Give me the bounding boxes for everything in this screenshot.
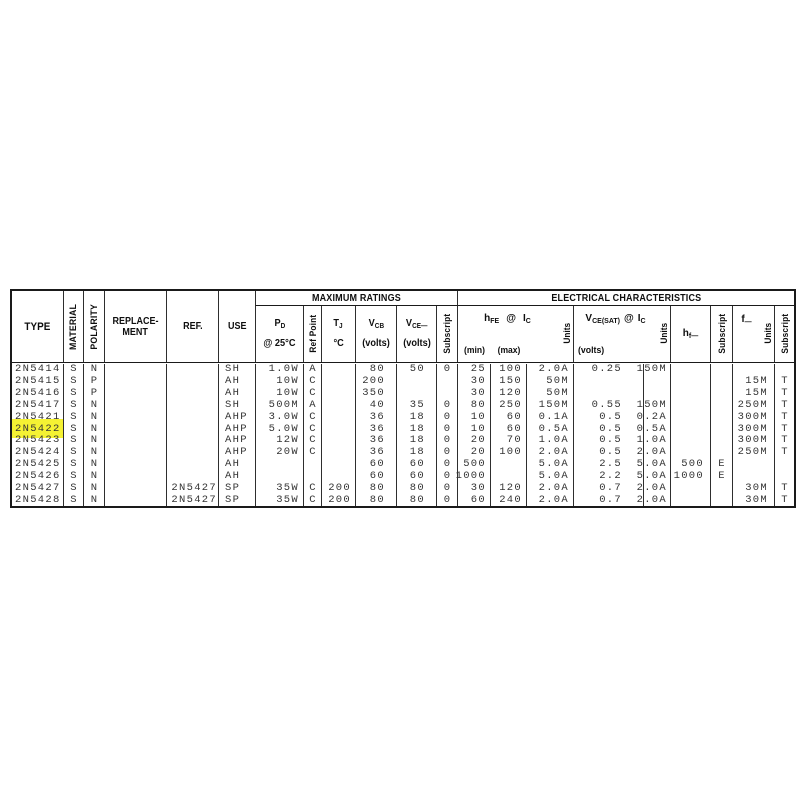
cell-vcesat-volts: 0.25 — [573, 364, 643, 376]
table-body — [12, 363, 794, 506]
cell-vce: 18 — [396, 423, 436, 435]
cell-use: AHP — [218, 423, 255, 435]
cell-vcesat-units: 2.0A — [643, 447, 670, 459]
cell-vcesat-volts: 0.5 — [573, 435, 643, 447]
units-vertical-label: Units — [658, 322, 669, 344]
cell-subscript: 0 — [436, 447, 457, 459]
cell-vcesat-units — [643, 388, 670, 400]
col-header-subscript-hf: Subscript — [710, 306, 732, 362]
cell-hf — [670, 482, 710, 494]
cell-material: S — [63, 482, 83, 494]
cell-hfe-units: 0.5A — [526, 423, 573, 435]
cell-vcb: 36 — [355, 423, 396, 435]
cell-hf: 1000 — [670, 471, 710, 483]
cell-polarity: N — [83, 411, 104, 423]
cell-hf-subscript — [710, 364, 732, 376]
cell-pd: 500M — [255, 400, 303, 412]
cell-ref — [166, 376, 218, 388]
cell-vcesat-units: 150M — [643, 364, 670, 376]
cell-hfe-max: 70 — [490, 435, 526, 447]
cell-replacement — [104, 411, 166, 423]
cell-vcesat-units: 5.0A — [643, 471, 670, 483]
cell-f-subscript: T — [774, 400, 794, 412]
cell-f: 250M — [732, 400, 774, 412]
cell-use: AH — [218, 471, 255, 483]
cell-vcb: 60 — [355, 471, 396, 483]
cell-type: 2N5423 — [15, 434, 61, 447]
cell-tj — [321, 447, 355, 459]
col-header-vcb: $V_{CB}$ (volts) — [355, 306, 396, 362]
col-header-ref: REF. — [166, 291, 218, 362]
cell-hfe-max: 150 — [490, 376, 526, 388]
cell-hf — [670, 388, 710, 400]
cell-ref — [166, 364, 218, 376]
cell-pd: 12W — [255, 435, 303, 447]
cell-f — [732, 364, 774, 376]
cell-ref-point: C — [303, 435, 321, 447]
cell-vcesat-volts: 2.2 — [573, 471, 643, 483]
cell-polarity: N — [83, 435, 104, 447]
cell-vcesat-volts — [573, 376, 643, 388]
cell-material: S — [63, 494, 83, 506]
cell-use: AH — [218, 388, 255, 400]
cell-ref-point: C — [303, 411, 321, 423]
cell-vce: 18 — [396, 411, 436, 423]
cell-subscript: 0 — [436, 494, 457, 506]
cell-replacement — [104, 494, 166, 506]
col-header-pd: $P_D$ @ 25°C — [255, 306, 303, 362]
cell-hfe-max: 100 — [490, 447, 526, 459]
cell-vcesat-units: 0.5A — [643, 423, 670, 435]
transistor-data-table — [10, 289, 796, 508]
cell-subscript: 0 — [436, 423, 457, 435]
cell-vcesat-units: 1.0A — [643, 435, 670, 447]
cell-f: 300M — [732, 411, 774, 423]
cell-material: S — [63, 471, 83, 483]
cell-hfe-units: 2.0A — [526, 364, 573, 376]
col-header-ref-point: Ref Point — [303, 306, 321, 362]
cell-replacement — [104, 376, 166, 388]
cell-ref — [166, 423, 218, 435]
cell-subscript — [436, 376, 457, 388]
units-vertical-label: Units — [762, 322, 773, 344]
cell-f-subscript: T — [774, 411, 794, 423]
cell-ref-point: C — [303, 388, 321, 400]
cell-material: S — [63, 435, 83, 447]
cell-replacement — [104, 364, 166, 376]
cell-hfe-min: 80 — [457, 400, 490, 412]
cell-vcesat-units: 2.0A — [643, 482, 670, 494]
cell-pd: 3.0W — [255, 411, 303, 423]
cell-f: 30M — [732, 482, 774, 494]
cell-ref — [166, 411, 218, 423]
cell-hfe-max — [490, 459, 526, 471]
cell-hfe-max — [490, 471, 526, 483]
cell-vcb: 80 — [355, 364, 396, 376]
cell-hfe-max: 240 — [490, 494, 526, 506]
cell-subscript: 0 — [436, 364, 457, 376]
cell-tj — [321, 376, 355, 388]
col-header-material: MATERIAL — [63, 291, 83, 362]
cell-f-subscript: T — [774, 376, 794, 388]
cell-hf-subscript — [710, 411, 732, 423]
cell-use: SH — [218, 400, 255, 412]
cell-replacement — [104, 459, 166, 471]
cell-ref-point — [303, 471, 321, 483]
cell-pd: 35W — [255, 494, 303, 506]
cell-pd: 10W — [255, 388, 303, 400]
cell-vcb: 80 — [355, 494, 396, 506]
cell-type: 2N5425 — [15, 458, 61, 471]
cell-hf — [670, 364, 710, 376]
cell-use: SH — [218, 364, 255, 376]
col-header-hf: $h_{f—}$ — [670, 306, 710, 362]
cell-hfe-min: 25 — [457, 364, 490, 376]
cell-tj — [321, 471, 355, 483]
cell-subscript — [436, 388, 457, 400]
cell-ref: 2N5427 — [166, 494, 218, 506]
col-header-subscript-f: Subscript — [774, 306, 794, 362]
cell-ref — [166, 471, 218, 483]
cell-tj: 200 — [321, 482, 355, 494]
cell-hfe-min: 10 — [457, 423, 490, 435]
cell-ref — [166, 388, 218, 400]
cell-vcb: 60 — [355, 459, 396, 471]
cell-vcesat-volts: 2.5 — [573, 459, 643, 471]
cell-vcb: 36 — [355, 435, 396, 447]
cell-ref — [166, 459, 218, 471]
cell-pd — [255, 471, 303, 483]
cell-tj — [321, 388, 355, 400]
cell-vcesat-units: 2.0A — [643, 494, 670, 506]
cell-use: AHP — [218, 411, 255, 423]
cell-type: 2N5421 — [15, 410, 61, 423]
cell-vcesat-volts: 0.5 — [573, 447, 643, 459]
cell-vce: 50 — [396, 364, 436, 376]
cell-vcesat-units — [643, 376, 670, 388]
cell-use: SP — [218, 482, 255, 494]
cell-vcb: 40 — [355, 400, 396, 412]
cell-vcesat-volts: 0.5 — [573, 411, 643, 423]
cell-hf-subscript — [710, 494, 732, 506]
cell-vcesat-volts: 0.55 — [573, 400, 643, 412]
cell-hfe-units: 150M — [526, 400, 573, 412]
table-header — [12, 291, 794, 363]
cell-replacement — [104, 447, 166, 459]
cell-polarity: N — [83, 400, 104, 412]
group-header-maximum-ratings: MAXIMUM RATINGS — [255, 291, 457, 306]
cell-hfe-units: 5.0A — [526, 471, 573, 483]
cell-vce — [396, 376, 436, 388]
cell-f-subscript: T — [774, 388, 794, 400]
cell-f-subscript: T — [774, 482, 794, 494]
cell-f: 250M — [732, 447, 774, 459]
cell-hf — [670, 494, 710, 506]
cell-pd — [255, 459, 303, 471]
col-header-f: $f_—$ Units — [732, 306, 774, 362]
cell-tj — [321, 411, 355, 423]
cell-hfe-units: 0.1A — [526, 411, 573, 423]
cell-subscript: 0 — [436, 482, 457, 494]
cell-replacement — [104, 400, 166, 412]
cell-subscript: 0 — [436, 400, 457, 412]
cell-vcb: 36 — [355, 447, 396, 459]
cell-hfe-units: 2.0A — [526, 494, 573, 506]
cell-use: SP — [218, 494, 255, 506]
cell-ref-point: A — [303, 364, 321, 376]
cell-vce: 35 — [396, 400, 436, 412]
cell-vcesat-volts: 0.5 — [573, 423, 643, 435]
cell-f-subscript: T — [774, 447, 794, 459]
cell-type: 2N5428 — [15, 493, 61, 506]
cell-pd: 5.0W — [255, 423, 303, 435]
cell-hfe-min: 30 — [457, 376, 490, 388]
cell-tj — [321, 459, 355, 471]
cell-vcesat-volts: 0.7 — [573, 482, 643, 494]
cell-use: AH — [218, 459, 255, 471]
cell-f-subscript: T — [774, 423, 794, 435]
cell-ref-point: C — [303, 482, 321, 494]
cell-polarity: N — [83, 423, 104, 435]
cell-polarity: N — [83, 447, 104, 459]
cell-hfe-units: 1.0A — [526, 435, 573, 447]
cell-ref-point: C — [303, 447, 321, 459]
cell-ref: 2N5427 — [166, 482, 218, 494]
cell-material: S — [63, 447, 83, 459]
cell-polarity: N — [83, 471, 104, 483]
group-header-electrical-characteristics: ELECTRICAL CHARACTERISTICS — [457, 291, 794, 306]
cell-type: 2N5415 — [15, 375, 61, 388]
cell-type: 2N5417 — [15, 398, 61, 411]
cell-subscript: 0 — [436, 459, 457, 471]
cell-hfe-max: 100 — [490, 364, 526, 376]
cell-pd: 20W — [255, 447, 303, 459]
cell-use: AHP — [218, 447, 255, 459]
cell-material: S — [63, 411, 83, 423]
cell-hf — [670, 411, 710, 423]
cell-hf-subscript — [710, 376, 732, 388]
cell-ref-point: C — [303, 376, 321, 388]
cell-f: 15M — [732, 388, 774, 400]
col-header-hfe: $h_{FE}$ @ $I_C$ (min) (max) Units — [457, 306, 573, 362]
cell-ref — [166, 400, 218, 412]
cell-replacement — [104, 388, 166, 400]
cell-hfe-min: 1000 — [457, 471, 490, 483]
cell-hf: 500 — [670, 459, 710, 471]
cell-f: 300M — [732, 423, 774, 435]
cell-hf — [670, 376, 710, 388]
cell-hf — [670, 435, 710, 447]
col-header-vcesat: $V_{CE(SAT)}$ @ $I_C$ (volts) Units — [573, 306, 670, 362]
cell-hfe-min: 30 — [457, 388, 490, 400]
cell-hfe-max: 120 — [490, 388, 526, 400]
cell-ref — [166, 435, 218, 447]
col-header-type: TYPE — [24, 320, 51, 333]
cell-vcb: 350 — [355, 388, 396, 400]
cell-use: AH — [218, 376, 255, 388]
cell-vcb: 36 — [355, 411, 396, 423]
cell-replacement — [104, 471, 166, 483]
cell-hfe-units: 2.0A — [526, 447, 573, 459]
cell-hf-subscript — [710, 482, 732, 494]
cell-vcesat-units: 150M — [643, 400, 670, 412]
cell-f — [732, 471, 774, 483]
cell-polarity: P — [83, 388, 104, 400]
cell-vce: 60 — [396, 459, 436, 471]
cell-hf-subscript — [710, 447, 732, 459]
cell-tj — [321, 423, 355, 435]
cell-polarity: N — [83, 364, 104, 376]
cell-hfe-min: 20 — [457, 435, 490, 447]
cell-ref — [166, 447, 218, 459]
cell-hf — [670, 423, 710, 435]
cell-pd: 1.0W — [255, 364, 303, 376]
cell-type: 2N5414 — [15, 363, 61, 376]
cell-hf-subscript: E — [710, 471, 732, 483]
cell-ref-point: C — [303, 494, 321, 506]
cell-material: S — [63, 376, 83, 388]
cell-hfe-min: 30 — [457, 482, 490, 494]
col-header-tj: $T_J$ °C — [321, 306, 355, 362]
cell-subscript: 0 — [436, 435, 457, 447]
cell-use: AHP — [218, 435, 255, 447]
cell-hfe-min: 500 — [457, 459, 490, 471]
cell-tj — [321, 435, 355, 447]
cell-f: 15M — [732, 376, 774, 388]
cell-material: S — [63, 400, 83, 412]
cell-tj — [321, 400, 355, 412]
col-header-vce: $V_{CE—}$ (volts) — [396, 306, 436, 362]
cell-tj: 200 — [321, 494, 355, 506]
cell-hfe-units: 2.0A — [526, 482, 573, 494]
cell-replacement — [104, 423, 166, 435]
cell-hf-subscript — [710, 400, 732, 412]
cell-ref-point — [303, 459, 321, 471]
cell-vcesat-units: 5.0A — [643, 459, 670, 471]
col-header-polarity: POLARITY — [83, 291, 104, 362]
highlighted-cell-type: 2N5422 — [12, 423, 63, 435]
cell-subscript: 0 — [436, 411, 457, 423]
cell-vcb: 200 — [355, 376, 396, 388]
cell-polarity: N — [83, 459, 104, 471]
cell-subscript: 0 — [436, 471, 457, 483]
cell-f — [732, 459, 774, 471]
cell-f: 30M — [732, 494, 774, 506]
cell-vcb: 80 — [355, 482, 396, 494]
cell-hfe-units: 5.0A — [526, 459, 573, 471]
col-header-subscript-ratings: Subscript — [436, 306, 457, 362]
cell-hf — [670, 400, 710, 412]
cell-hfe-min: 10 — [457, 411, 490, 423]
cell-replacement — [104, 435, 166, 447]
cell-polarity: P — [83, 376, 104, 388]
cell-type: 2N5427 — [15, 481, 61, 494]
col-header-use: USE — [218, 291, 255, 362]
cell-hf-subscript: E — [710, 459, 732, 471]
cell-hf — [670, 447, 710, 459]
cell-hfe-max: 120 — [490, 482, 526, 494]
cell-ref-point: A — [303, 400, 321, 412]
cell-hfe-units: 50M — [526, 388, 573, 400]
cell-hfe-max: 60 — [490, 411, 526, 423]
cell-material: S — [63, 388, 83, 400]
cell-vce — [396, 388, 436, 400]
cell-material: S — [63, 459, 83, 471]
cell-type: 2N5416 — [15, 387, 61, 400]
cell-material: S — [63, 364, 83, 376]
cell-vce: 18 — [396, 447, 436, 459]
cell-hfe-max: 60 — [490, 423, 526, 435]
cell-replacement — [104, 482, 166, 494]
cell-f-subscript — [774, 459, 794, 471]
cell-ref-point: C — [303, 423, 321, 435]
cell-hfe-min: 60 — [457, 494, 490, 506]
cell-pd: 10W — [255, 376, 303, 388]
cell-pd: 35W — [255, 482, 303, 494]
cell-hf-subscript — [710, 435, 732, 447]
units-vertical-label: Units — [561, 322, 572, 344]
cell-vcesat-volts — [573, 388, 643, 400]
cell-hfe-units: 50M — [526, 376, 573, 388]
cell-type: 2N5424 — [15, 446, 61, 459]
cell-vcesat-units: 0.2A — [643, 411, 670, 423]
cell-f-subscript: T — [774, 435, 794, 447]
cell-f-subscript: T — [774, 494, 794, 506]
cell-vce: 60 — [396, 471, 436, 483]
cell-hf-subscript — [710, 423, 732, 435]
cell-material: S — [63, 423, 83, 435]
cell-vce: 18 — [396, 435, 436, 447]
cell-f-subscript — [774, 364, 794, 376]
cell-vce: 80 — [396, 482, 436, 494]
col-header-replacement: REPLACE- MENT — [104, 291, 166, 362]
cell-hf-subscript — [710, 388, 732, 400]
cell-polarity: N — [83, 494, 104, 506]
cell-vce: 80 — [396, 494, 436, 506]
cell-tj — [321, 364, 355, 376]
cell-f: 300M — [732, 435, 774, 447]
cell-polarity: N — [83, 482, 104, 494]
cell-type: 2N5426 — [15, 470, 61, 483]
cell-vcesat-volts: 0.7 — [573, 494, 643, 506]
cell-f-subscript — [774, 471, 794, 483]
cell-hfe-max: 250 — [490, 400, 526, 412]
cell-hfe-min: 20 — [457, 447, 490, 459]
